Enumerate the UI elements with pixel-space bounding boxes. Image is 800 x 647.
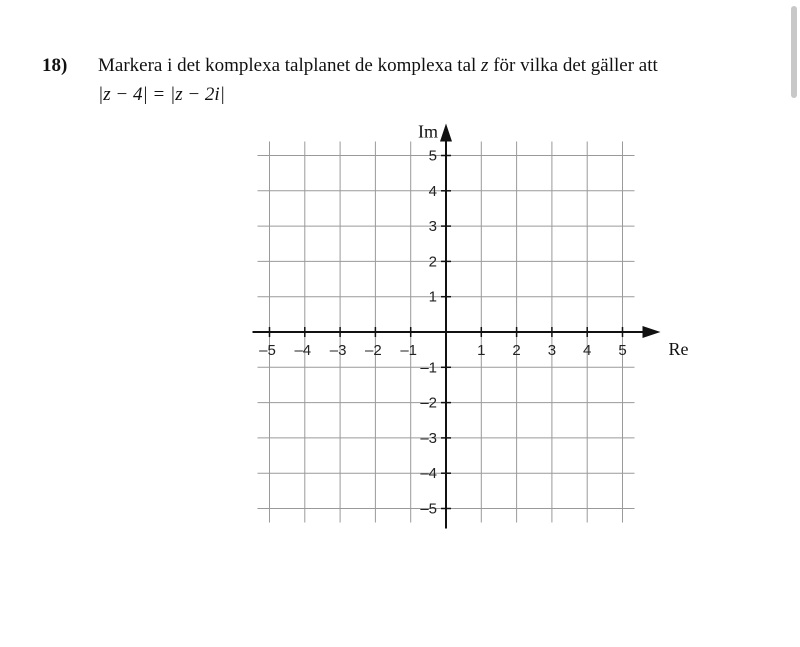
x-tick-label: –5	[259, 342, 276, 359]
x-tick-label: –1	[400, 342, 418, 359]
y-tick-label: –4	[420, 465, 437, 483]
imaginary-axis-arrow	[440, 124, 452, 142]
y-tick-label: 3	[428, 218, 437, 236]
y-tick-label: –2	[420, 394, 437, 412]
question-variable: z	[481, 55, 489, 76]
question-number: 18)	[42, 55, 68, 76]
question-text-before: Markera i det komplexa talplanet de komplexa tal	[98, 55, 477, 76]
y-tick-label: –3	[420, 429, 437, 447]
y-tick-label: 5	[428, 147, 437, 165]
x-tick-label: –3	[329, 342, 347, 359]
x-tick-label: 3	[547, 342, 557, 359]
tick-labels	[259, 122, 688, 518]
question-text-after: för vilka det gäller att	[493, 55, 658, 76]
scrollbar[interactable]	[788, 0, 800, 647]
y-tick-label: –1	[420, 359, 437, 377]
x-tick-label: 4	[583, 342, 592, 359]
x-tick-label: 2	[512, 342, 521, 359]
y-tick-label: 2	[428, 253, 437, 271]
y-tick-label: –5	[420, 500, 437, 518]
axes	[253, 121, 661, 529]
x-tick-label: 5	[618, 342, 627, 359]
x-tick-label: –4	[294, 342, 312, 359]
scrollbar-thumb[interactable]	[791, 6, 797, 98]
x-tick-label: –2	[365, 342, 382, 359]
real-axis-arrow	[643, 326, 661, 338]
real-axis-label: Re	[668, 339, 689, 359]
imaginary-axis-label: Im	[418, 121, 438, 142]
x-tick-label: 1	[477, 342, 486, 359]
question-equation: |z − 4| = |z − 2i|	[98, 84, 225, 105]
y-tick-label: 4	[428, 182, 437, 200]
y-tick-label: 1	[428, 288, 437, 306]
